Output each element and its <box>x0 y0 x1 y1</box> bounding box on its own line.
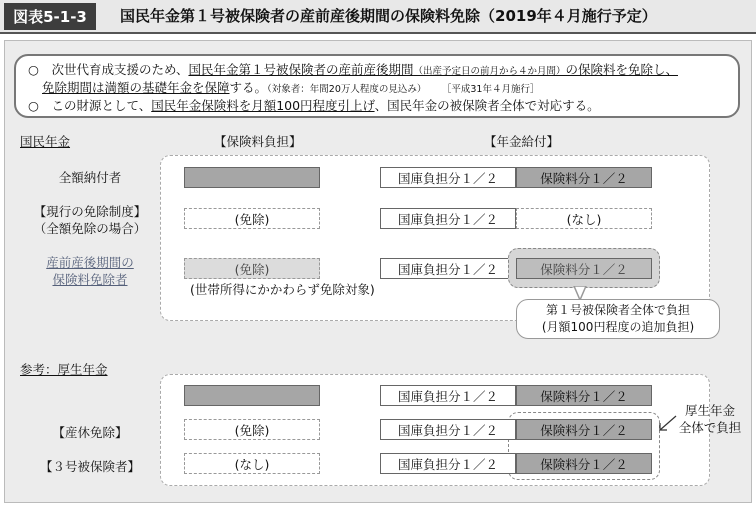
column-burden-heading: 【保険料負担】 <box>214 134 302 149</box>
burden-exempt-shaded-box: (免除) <box>184 258 320 279</box>
benefit-national-share: 国庫負担分１／２ <box>380 453 516 474</box>
benefit-premium-share: 保険料分１／２ <box>516 258 652 279</box>
income-condition-note: (世帯所得にかかわらず免除対象) <box>190 282 375 297</box>
column-benefit-heading: 【年金給付】 <box>484 134 560 149</box>
benefit-national-share: 国庫負担分１／２ <box>380 167 516 188</box>
benefit-premium-share: 保険料分１／２ <box>516 419 652 440</box>
burden-exempt-box: (免除) <box>184 419 320 440</box>
burden-none-box: (なし) <box>184 453 320 474</box>
summary-note-box <box>14 54 740 118</box>
benefit-none-box: (なし) <box>516 208 652 229</box>
benefit-national-share: 国庫負担分１／２ <box>380 385 516 406</box>
benefit-premium-share: 保険料分１／２ <box>516 385 652 406</box>
section-kokumin-title: 国民年金 <box>20 134 71 149</box>
row-label-category3-insured: 【３号被保険者】 <box>39 459 140 474</box>
section-kosei-title: 参考：厚生年金 <box>20 362 108 377</box>
row-label-perinatal-exemption: 産前産後期間の 保険料免除者 <box>46 255 134 287</box>
row-label-full-payer: 全額納付者 <box>58 170 122 185</box>
kosei-funding-note: 厚生年金 全体で負担 <box>678 403 742 435</box>
figure-title: 国民年金第１号被保険者の産前産後期間の保険料免除（2019年４月施行予定） <box>120 7 657 25</box>
note-line-2: 免除期間は満額の基礎年金を保障する。（対象者：年間20万人程度の見込み） ［平成31年４月施行］ <box>42 80 540 95</box>
burden-exempt-box: (免除) <box>184 208 320 229</box>
figure-number-label: 図表5-1-3 <box>4 3 96 30</box>
note-line-3: ○ この財源として、国民年金保険料を月額100円程度引上げ、国民年金の被保険者全体で対応する。 <box>28 98 600 113</box>
benefit-premium-share: 保険料分１／２ <box>516 453 652 474</box>
benefit-national-share: 国庫負担分１／２ <box>380 208 516 229</box>
burden-paid-bar <box>184 167 320 188</box>
note-line-1: ○ 次世代育成支援のため、国民年金第１号被保険者の産前産後期間（出産予定日の前月から４か月間）の保険料を免除し、 <box>28 62 678 77</box>
benefit-national-share: 国庫負担分１／２ <box>380 419 516 440</box>
benefit-premium-share: 保険料分１／２ <box>516 167 652 188</box>
benefit-national-share: 国庫負担分１／２ <box>380 258 516 279</box>
row-label-current-exemption: 【現行の免除制度】 （全額免除の場合） <box>33 204 147 236</box>
row-label-maternity-leave: 【産休免除】 <box>52 425 128 440</box>
burden-paid-bar <box>184 385 320 406</box>
funding-callout: 第１号被保険者全体で負担 (月額100円程度の追加負担) <box>516 299 720 339</box>
